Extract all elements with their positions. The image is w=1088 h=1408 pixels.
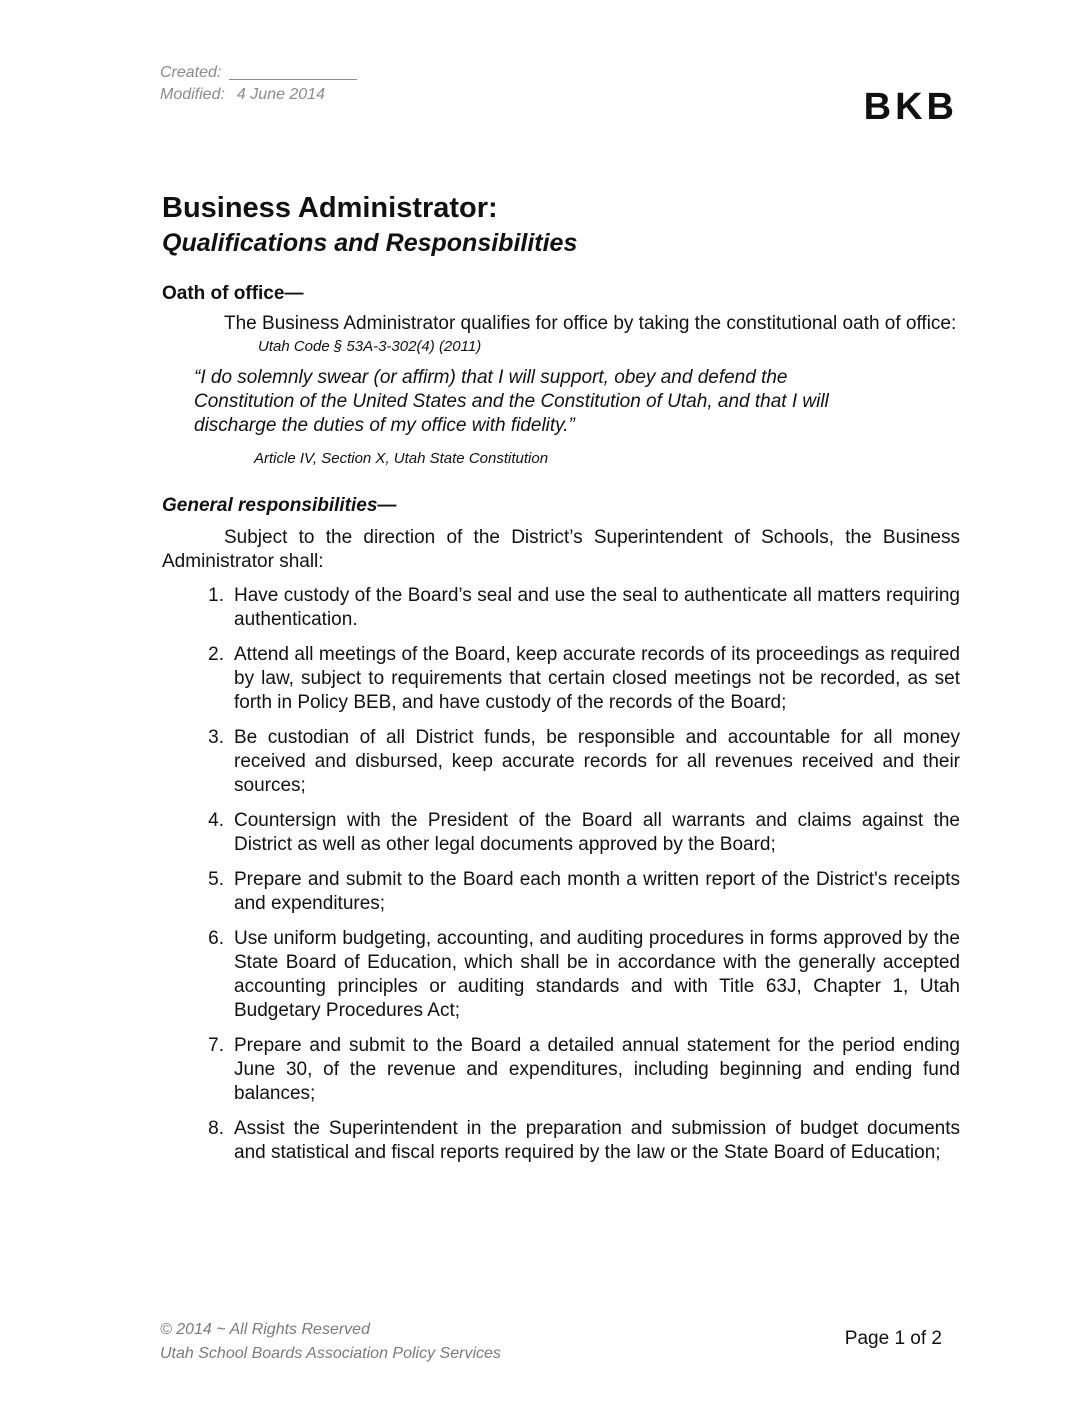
page-number: Page 1 of 2: [844, 1328, 942, 1349]
list-item-text: Have custody of the Board’s seal and use the seal to authenticate all matters requiring authentication.: [234, 585, 960, 630]
modified-label: Modified:: [160, 86, 225, 103]
list-item-number: 8.: [208, 1118, 224, 1139]
list-item: [162, 927, 960, 1023]
list-item: [162, 868, 960, 916]
list-item: [162, 1117, 960, 1165]
list-item-text: Assist the Superintendent in the preparation and submission of budget documents and statistical and fiscal reports required by the law or the State Board of Education;: [234, 1118, 960, 1163]
footer-copyright: © 2014 ~ All Rights Reserved: [160, 1321, 370, 1338]
list-item-number: 7.: [208, 1035, 224, 1056]
list-item-text: Be custodian of all District funds, be responsible and accountable for all money received and disbursed, keep accurate records for all revenues received and their sources;: [234, 727, 960, 796]
list-item-text: Use uniform budgeting, accounting, and auditing procedures in forms approved by the State Board of Education, which shall be in accordance with the generally accepted accounting principles or auditing standards and with Title 63J, Chapter 1, Utah Budgetary Procedures Act;: [234, 928, 960, 1021]
footer-credits: [160, 1318, 501, 1366]
oath-quote: “I do solemnly swear (or affirm) that I will support, obey and defend the Constitution of the United States and the Constitution of Utah, and that I will discharge the duties of my office with fidelity.”: [194, 367, 829, 436]
created-label: Created:: [160, 64, 222, 81]
general-intro: Subject to the direction of the District’s Superintendent of Schools, the Business Administrator shall:: [162, 527, 960, 572]
list-item-number: 6.: [208, 928, 224, 949]
page-subtitle: Qualifications and Responsibilities: [162, 229, 578, 257]
oath-heading: Oath of office—: [162, 283, 304, 304]
created-blank-line: [229, 62, 357, 80]
oath-intro: The Business Administrator qualifies for office by taking the constitutional oath of office:: [224, 313, 957, 334]
created-row: [160, 62, 357, 84]
list-item-number: 5.: [208, 869, 224, 890]
list-item-number: 4.: [208, 810, 224, 831]
list-item: [162, 643, 960, 715]
responsibilities-list: [162, 584, 960, 1165]
policy-code: BKB: [863, 86, 958, 128]
list-item: [162, 1034, 960, 1106]
oath-quote-citation: Article IV, Section X, Utah State Constitution: [254, 450, 549, 467]
list-item-text: Countersign with the President of the Board all warrants and claims against the District as well as other legal documents approved by the Board;: [234, 810, 960, 855]
list-item-text: Attend all meetings of the Board, keep accurate records of its proceedings as required by law, subject to requirements that certain closed meetings not be recorded, as set forth in Policy BEB, and have custody of the records of the Board;: [234, 644, 960, 713]
list-item-number: 2.: [208, 644, 224, 665]
modified-date: 4 June 2014: [236, 86, 325, 103]
document-meta: [160, 62, 357, 106]
general-heading: General responsibilities—: [162, 495, 397, 516]
list-item-number: 1.: [208, 585, 224, 606]
document-body: [162, 190, 960, 1176]
oath-citation: Utah Code § 53A-3-302(4) (2011): [258, 338, 482, 355]
list-item: [162, 584, 960, 632]
modified-row: [160, 84, 357, 106]
footer-organization: Utah School Boards Association Policy Services: [160, 1345, 501, 1362]
list-item: [162, 726, 960, 798]
list-item: [162, 809, 960, 857]
list-item-text: Prepare and submit to the Board each month a written report of the District's receipts and expenditures;: [234, 869, 960, 914]
list-item-text: Prepare and submit to the Board a detailed annual statement for the period ending June 30, of the revenue and expenditures, including beginning and ending fund balances;: [234, 1035, 960, 1104]
list-item-number: 3.: [208, 727, 224, 748]
page-title: Business Administrator:: [162, 192, 498, 224]
